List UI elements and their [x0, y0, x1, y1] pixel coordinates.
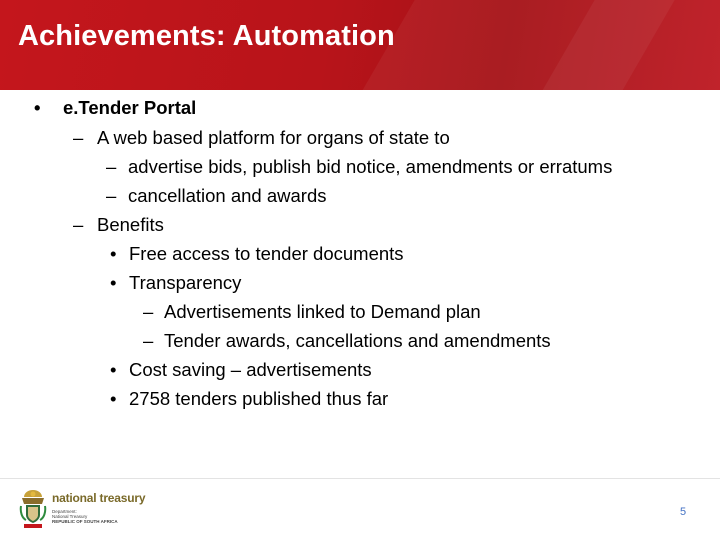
slide-title: Achievements: Automation: [18, 20, 395, 52]
footer-divider: [0, 478, 720, 479]
logo-wordmark: national treasury: [52, 491, 146, 505]
bullet-text: Transparency: [129, 272, 242, 293]
bullet-text: 2758 tenders published thus far: [129, 388, 389, 409]
bullet-text: Tender awards, cancellations and amendments: [164, 330, 551, 351]
dash-marker: –: [106, 156, 117, 177]
bullet-text: cancellation and awards: [128, 185, 327, 206]
bullet-marker: •: [110, 388, 117, 409]
logo-line-republic: REPUBLIC OF SOUTH AFRICA: [52, 519, 118, 524]
logo-line-treasury: National Treasury: [52, 514, 88, 519]
dash-marker: –: [143, 301, 154, 322]
logo-line-department: Department:: [52, 509, 77, 514]
bullet-text: Cost saving – advertisements: [129, 359, 372, 380]
coat-of-arms-icon: [18, 488, 48, 530]
bullet-text: advertise bids, publish bid notice, amendments or erratums: [128, 156, 613, 177]
bullet-marker: •: [110, 272, 117, 293]
bullet-text: Benefits: [97, 214, 164, 235]
bullet-marker: •: [110, 243, 117, 264]
dash-marker: –: [106, 185, 117, 206]
dash-marker: –: [143, 330, 154, 351]
title-bar: [0, 0, 720, 90]
dash-marker: –: [73, 127, 84, 148]
dash-marker: –: [73, 214, 84, 235]
bullet-marker: •: [34, 97, 41, 118]
bullet-text: Free access to tender documents: [129, 243, 404, 264]
bullet-marker: •: [110, 359, 117, 380]
bullet-text: e.Tender Portal: [63, 97, 197, 118]
bullet-text: Advertisements linked to Demand plan: [164, 301, 481, 322]
page-number: 5: [680, 506, 687, 518]
bullet-text: A web based platform for organs of state to: [97, 127, 450, 148]
national-treasury-logo: [18, 488, 158, 532]
